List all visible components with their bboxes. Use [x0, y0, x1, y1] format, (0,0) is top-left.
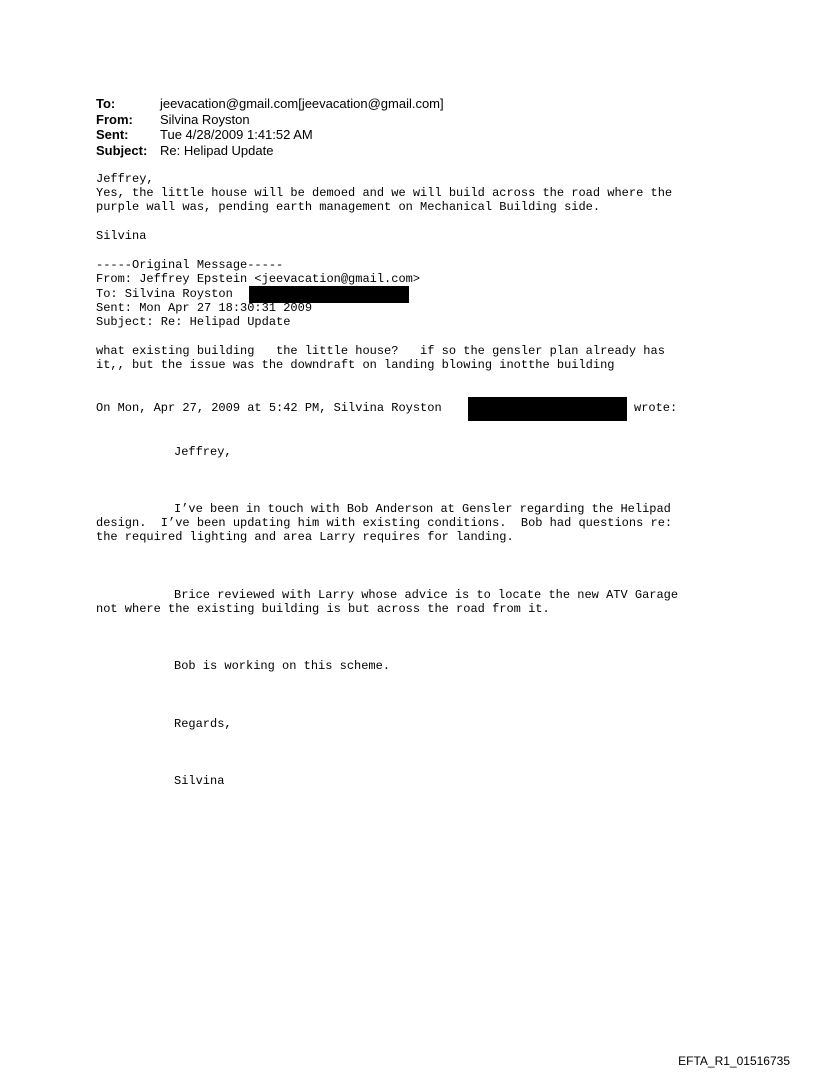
reply-greeting: Jeffrey,: [96, 172, 154, 186]
quoted-para2-line-1: Brice reviewed with Larry whose advice is to locate the new ATV Garage: [174, 588, 679, 602]
reply-line-2: purple wall was, pending earth management on Mechanical Building side.: [96, 200, 601, 214]
quoted-para1-line-3: the required lighting and area Larry requires for landing.: [96, 530, 514, 544]
header-to-row: [96, 96, 444, 112]
original-from-line: From: Jeffrey Epstein <jeevacation@gmail.com>: [96, 272, 421, 286]
header-sent-row: [96, 127, 444, 143]
quoted-signature: Silvina: [174, 774, 225, 788]
quoted-intro: On Mon, Apr 27, 2009 at 5:42 PM, Silvina Royston: [96, 401, 442, 415]
document-id: EFTA_R1_01516735: [678, 1054, 790, 1068]
quoted-regards: Regards,: [174, 717, 232, 731]
quoted-para2-line-2: not where the existing building is but across the road from it.: [96, 602, 550, 616]
redaction-box: [468, 397, 627, 421]
original-sent-line: Sent: Mon Apr 27 18:30:31 2009: [96, 301, 313, 315]
header-subject-row: [96, 143, 444, 159]
from-value: Silvina Royston: [160, 111, 250, 127]
subject-label: Subject:: [96, 142, 148, 158]
to-value: jeevacation@gmail.com[jeevacation@gmail.com]: [160, 96, 444, 111]
original-body-line-2: it,, but the issue was the downdraft on landing blowing inotthe building: [96, 358, 615, 372]
subject-value: Re: Helipad Update: [160, 142, 274, 158]
header-from-row: [96, 112, 444, 128]
quoted-para1-line-2: design. I’ve been updating him with existing conditions. Bob had questions re:: [96, 516, 673, 530]
reply-line-1: Yes, the little house will be demoed and we will build across the road where the: [96, 186, 673, 200]
original-subject-line: Subject: Re: Helipad Update: [96, 315, 291, 329]
sent-label: Sent:: [96, 127, 129, 142]
quoted-para1-line-1: I’ve been in touch with Bob Anderson at Gensler regarding the Helipad: [174, 502, 671, 516]
original-separator: -----Original Message-----: [96, 258, 284, 272]
original-body-line-1: what existing building the little house? if so the gensler plan already has: [96, 344, 665, 358]
quoted-para3: Bob is working on this scheme.: [174, 659, 391, 673]
original-to-line: To: Silvina Royston: [96, 287, 233, 301]
from-label: From:: [96, 111, 133, 127]
sent-value: Tue 4/28/2009 1:41:52 AM: [160, 127, 313, 142]
quoted-greeting: Jeffrey,: [174, 445, 232, 459]
quoted-intro-wrote: wrote:: [634, 401, 678, 415]
to-label: To:: [96, 96, 116, 111]
email-header: [96, 96, 444, 158]
reply-signature: Silvina: [96, 229, 147, 243]
